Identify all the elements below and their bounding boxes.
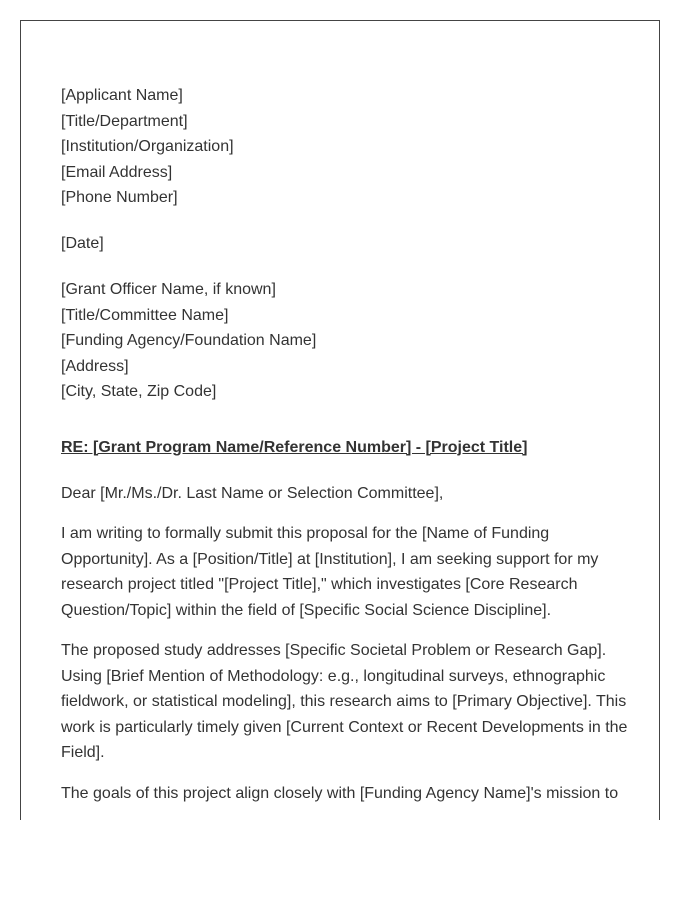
paragraph-goals: The goals of this project align closely with [Funding Agency Name]'s mission to [61,784,619,802]
salutation: Dear [Mr./Ms./Dr. Last Name or Selection Committee], [61,484,444,502]
recipient-block [61,277,631,405]
date-block [61,231,631,257]
sender-institution: [Institution/Organization] [61,138,234,155]
recipient-agency: [Funding Agency/Foundation Name] [61,332,317,349]
salutation-block [61,481,631,507]
subject-block [61,435,631,461]
sender-email: [Email Address] [61,163,173,181]
sender-phone: [Phone Number] [61,189,178,206]
letter-page [20,20,660,820]
recipient-title: [Title/Committee Name] [61,306,229,324]
paragraph-study: The proposed study addresses [Specific Societal Problem or Research Gap]. Using [Brief Mention of Methodology: e.g., longitudinal surveys, ethnographic fieldwork, or statistical modeling], this research aims to [Primary Objective]. This work is particularly timely given [Current Context or Recent Developments in the Field]. [61,642,628,761]
sender-name: [Applicant Name] [61,87,183,104]
paragraph-intro: I am writing to formally submit this proposal for the [Name of Funding Opportunity]. As a [Position/Title] at [Institution], I am seeking support for my research project titled "[Project Title]," which investigates [Core Research Question/Topic] within the field of [Specific Social Science Discipline]. [61,525,599,619]
sender-title: [Title/Department] [61,112,188,130]
recipient-city-state-zip: [City, State, Zip Code] [61,383,217,400]
letter-date: [Date] [61,235,104,252]
letter-body [61,83,631,806]
recipient-address: [Address] [61,357,129,375]
subject-line: RE: [Grant Program Name/Reference Number] - [Project Title] [61,438,528,456]
sender-block [61,83,631,211]
recipient-name: [Grant Officer Name, if known] [61,281,276,298]
